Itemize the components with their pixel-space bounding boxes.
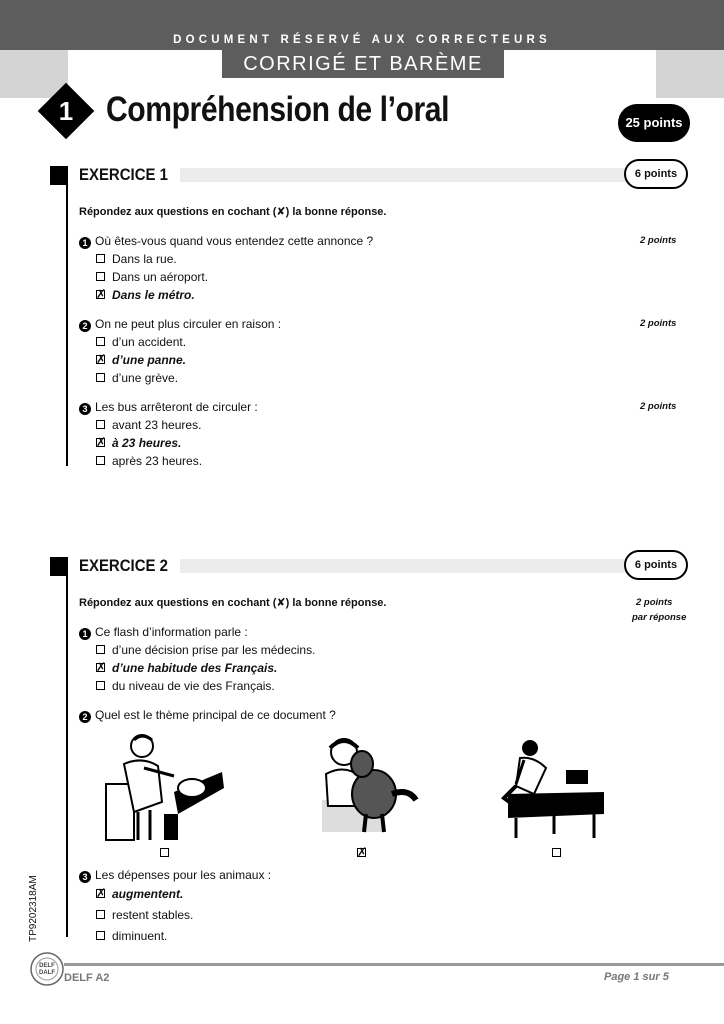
document-code: TP9202318AM — [28, 875, 39, 942]
header-right-block — [656, 50, 724, 98]
question — [79, 625, 248, 640]
question-points: 2 points — [640, 401, 677, 412]
exercise2-bar — [180, 559, 630, 573]
answer-option[interactable] — [96, 908, 193, 922]
answer-option[interactable] — [96, 270, 208, 284]
footer-exam-label: DELF A2 — [64, 972, 110, 984]
answer-option[interactable] — [96, 371, 178, 385]
exercise2-points-note: 2 points — [636, 597, 673, 608]
question — [79, 400, 258, 415]
checkbox[interactable] — [96, 337, 105, 346]
option-label: augmentent. — [112, 887, 184, 901]
question-text: Les dépenses pour les animaux : — [95, 868, 272, 882]
question-points: 2 points — [640, 235, 677, 246]
exercise2-points-badge: 6 points — [624, 550, 688, 580]
option-label: après 23 heures. — [112, 454, 203, 468]
question — [79, 317, 281, 332]
option-label: d’une grève. — [112, 371, 179, 385]
exercise1-rule — [66, 166, 68, 466]
checkbox[interactable] — [96, 645, 105, 654]
section-title: Compréhension de l’oral — [106, 90, 450, 129]
svg-text:DALF: DALF — [39, 970, 55, 976]
option-label: avant 23 heures. — [112, 418, 202, 432]
answer-option[interactable] — [96, 418, 201, 432]
answer-option-correct[interactable] — [96, 887, 183, 901]
image-checkbox[interactable] — [552, 848, 561, 857]
section-points-badge: 25 points — [618, 104, 690, 142]
checkbox[interactable] — [96, 681, 105, 690]
answer-option[interactable] — [96, 335, 186, 349]
header-top-label: DOCUMENT RÉSERVÉ AUX CORRECTEURS — [173, 34, 551, 46]
exercise1-bar — [180, 168, 630, 182]
answer-option-correct[interactable] — [96, 661, 277, 675]
exercise2-instruction: Répondez aux questions en cochant (✘) la bonne réponse. — [79, 597, 387, 609]
checkbox[interactable] — [96, 931, 105, 940]
answer-option-correct[interactable] — [96, 353, 186, 367]
exercise2-title: EXERCICE 2 — [79, 556, 168, 575]
checkbox-checked[interactable] — [96, 889, 105, 898]
question-number: 1 — [79, 237, 91, 249]
exercise2-rule — [66, 557, 68, 937]
answer-option[interactable] — [96, 679, 275, 693]
answer-option[interactable] — [96, 252, 177, 266]
question-number: 2 — [79, 711, 91, 723]
image-checkbox-checked[interactable] — [357, 848, 366, 857]
answer-option[interactable] — [96, 454, 202, 468]
checkbox[interactable] — [96, 373, 105, 382]
section-number: 1 — [58, 96, 74, 126]
question-number: 3 — [79, 403, 91, 415]
question-number: 3 — [79, 871, 91, 883]
option-label: à 23 heures. — [112, 436, 182, 450]
question — [79, 234, 373, 249]
option-label: Dans la rue. — [112, 252, 177, 266]
checkbox-checked[interactable] — [96, 663, 105, 672]
question-text: On ne peut plus circuler en raison : — [95, 317, 282, 331]
checkbox[interactable] — [96, 254, 105, 263]
exercise2-points-note: par réponse — [632, 612, 687, 623]
question-points: 2 points — [640, 318, 677, 329]
question-text: Où êtes-vous quand vous entendez cette annonce ? — [95, 234, 374, 248]
answer-option-correct[interactable] — [96, 436, 181, 450]
checkbox[interactable] — [96, 272, 105, 281]
checkbox-checked[interactable] — [96, 438, 105, 447]
answer-option-correct[interactable] — [96, 288, 195, 302]
question-number: 1 — [79, 628, 91, 640]
option-label: d’une habitude des Français. — [112, 661, 278, 675]
footer-page-number: Page 1 sur 5 — [604, 971, 669, 983]
checkbox[interactable] — [96, 420, 105, 429]
option-label: d’un accident. — [112, 335, 187, 349]
checkbox-checked[interactable] — [96, 355, 105, 364]
checkbox-checked[interactable] — [96, 290, 105, 299]
answer-option[interactable] — [96, 929, 167, 943]
woman-dog-icon — [308, 736, 420, 834]
exercise1-instruction: Répondez aux questions en cochant (✘) la bonne réponse. — [79, 206, 387, 218]
exercise1-points-badge: 6 points — [624, 159, 688, 189]
question-text: Les bus arrêteront de circuler : — [95, 400, 258, 414]
header-box-label: CORRIGÉ ET BARÈME — [222, 50, 504, 78]
footer-rule — [64, 963, 724, 966]
question-number: 2 — [79, 320, 91, 332]
option-label: Dans le métro. — [112, 288, 195, 302]
man-piano-icon — [494, 738, 606, 842]
option-label: du niveau de vie des Français. — [112, 679, 275, 693]
svg-text:DELF: DELF — [39, 963, 55, 969]
question-text: Quel est le thème principal de ce document ? — [95, 708, 336, 722]
option-label: restent stables. — [112, 908, 194, 922]
option-label: d’une décision prise par les médecins. — [112, 643, 316, 657]
option-label: d’une panne. — [112, 353, 187, 367]
exercise1-title: EXERCICE 1 — [79, 165, 168, 184]
doctor-patient-icon — [104, 732, 226, 844]
question — [79, 708, 336, 723]
delf-dalf-logo-icon — [28, 950, 66, 988]
question — [79, 868, 271, 883]
answer-option[interactable] — [96, 643, 315, 657]
checkbox[interactable] — [96, 456, 105, 465]
checkbox[interactable] — [96, 910, 105, 919]
question-text: Ce flash d’information parle : — [95, 625, 248, 639]
option-label: diminuent. — [112, 929, 168, 943]
option-label: Dans un aéroport. — [112, 270, 209, 284]
image-checkbox[interactable] — [160, 848, 169, 857]
